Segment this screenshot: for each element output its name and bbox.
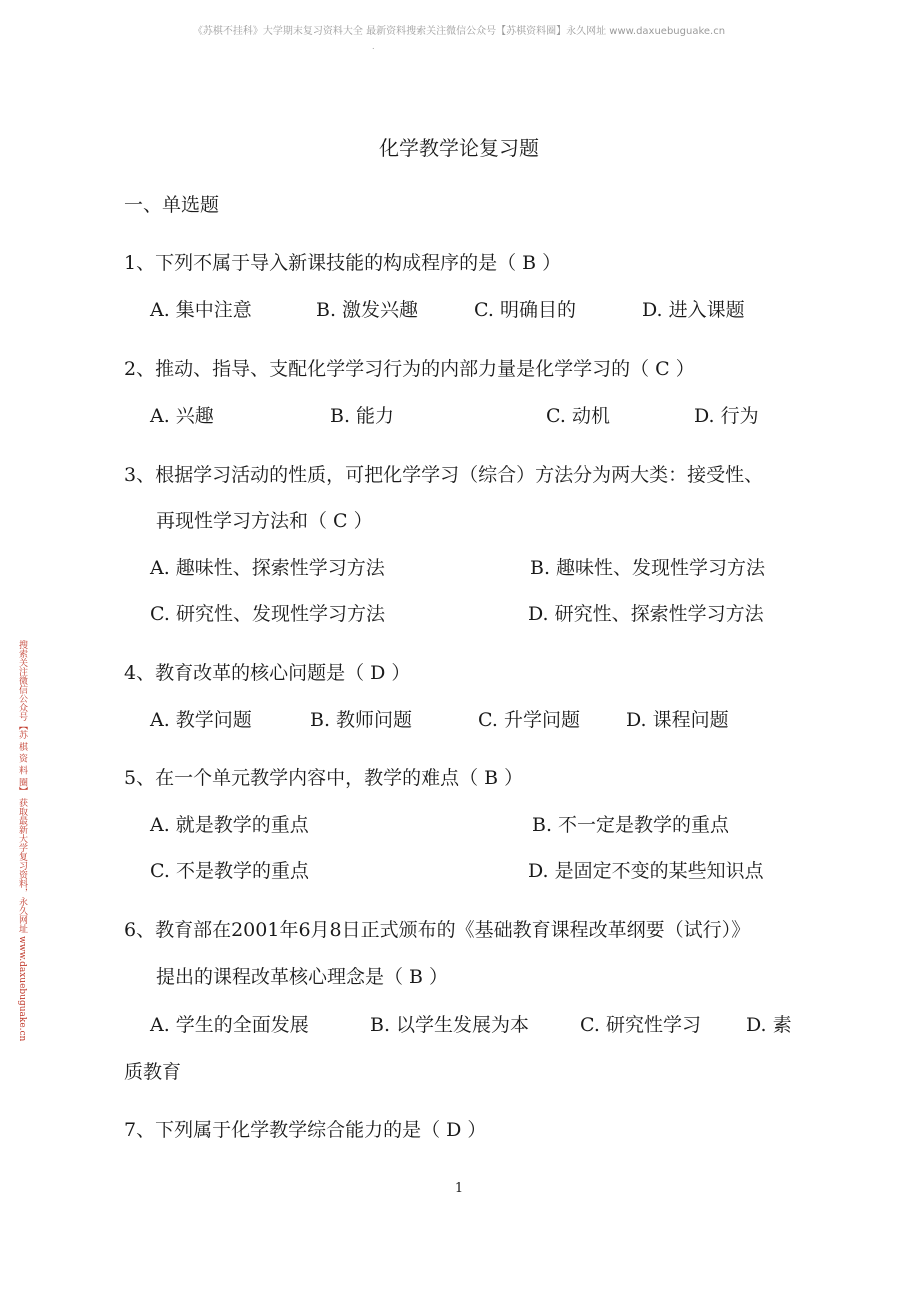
question-5-option-a: A. 就是教学的重点: [150, 814, 309, 836]
question-3-option-b: B. 趣味性、发现性学习方法: [530, 557, 766, 579]
question-6-option-a: A. 学生的全面发展: [150, 1014, 309, 1036]
question-1-option-b: B. 激发兴趣: [316, 299, 419, 321]
question-6-option-c: C. 研究性学习: [580, 1014, 701, 1036]
question-1-stem: 1、下列不属于导入新课技能的构成程序的是（ B ）: [124, 252, 562, 274]
header-note: 《苏棋不挂科》大学期末复习资料大全 最新资料搜索关注微信公众号【苏棋资料圈】永久网址 www.daxuebuguake.cn: [192, 26, 726, 37]
question-4-option-c: C. 升学问题: [478, 709, 580, 731]
section-heading: 一、单选题: [124, 194, 220, 216]
question-1-option-c: C. 明确目的: [474, 299, 576, 321]
question-3-option-c: C. 研究性、发现性学习方法: [150, 603, 385, 625]
question-2-option-b: B. 能力: [330, 405, 395, 427]
side-watermark: 搜索关注微信公众号【苏 棋 资 料 圈】 获取最新大学复习资料，永久网址 www.daxuebuguake.cn: [17, 640, 27, 1042]
question-4-option-a: A. 教学问题: [150, 709, 252, 731]
question-3-option-a: A. 趣味性、探索性学习方法: [150, 557, 385, 579]
question-1-option-a: A. 集中注意: [150, 299, 252, 321]
question-3-option-d: D. 研究性、探索性学习方法: [528, 603, 764, 625]
question-2-option-a: A. 兴趣: [150, 405, 214, 427]
question-4-option-b: B. 教师问题: [310, 709, 413, 731]
header-dot: .: [372, 42, 375, 51]
page-number: 1: [454, 1181, 464, 1196]
question-2-option-c: C. 动机: [546, 405, 610, 427]
question-3-stem: 3、根据学习活动的性质，可把化学学习（综合）方法分为两大类：接受性、: [124, 464, 764, 486]
question-6-option-b: B. 以学生发展为本: [370, 1014, 530, 1036]
question-1-option-d: D. 进入课题: [642, 299, 745, 321]
question-2-option-d: D. 行为: [694, 405, 759, 427]
question-6-stem-continued: 提出的课程改革核心理念是（ B ）: [156, 966, 449, 988]
question-7-stem: 7、下列属于化学教学综合能力的是（ D ）: [124, 1119, 487, 1141]
question-4-stem: 4、教育改革的核心问题是（ D ）: [124, 662, 411, 684]
question-4-option-d: D. 课程问题: [626, 709, 729, 731]
page-title: 化学教学论复习题: [379, 136, 539, 160]
question-2-stem: 2、推动、指导、支配化学学习行为的内部力量是化学学习的（ C ）: [124, 358, 695, 380]
question-6-option-d: D. 素: [746, 1014, 792, 1036]
question-5-option-d: D. 是固定不变的某些知识点: [528, 860, 764, 882]
question-3-stem-continued: 再现性学习方法和（ C ）: [156, 510, 373, 532]
question-5-option-c: C. 不是教学的重点: [150, 860, 309, 882]
question-5-stem: 5、在一个单元教学内容中，教学的难点（ B ）: [124, 767, 524, 789]
question-6-stem: 6、教育部在2001年6月8日正式颁布的《基础教育课程改革纲要（试行）》: [124, 919, 751, 941]
question-6-option-d-wrap: 质教育: [124, 1061, 182, 1083]
question-5-option-b: B. 不一定是教学的重点: [532, 814, 730, 836]
